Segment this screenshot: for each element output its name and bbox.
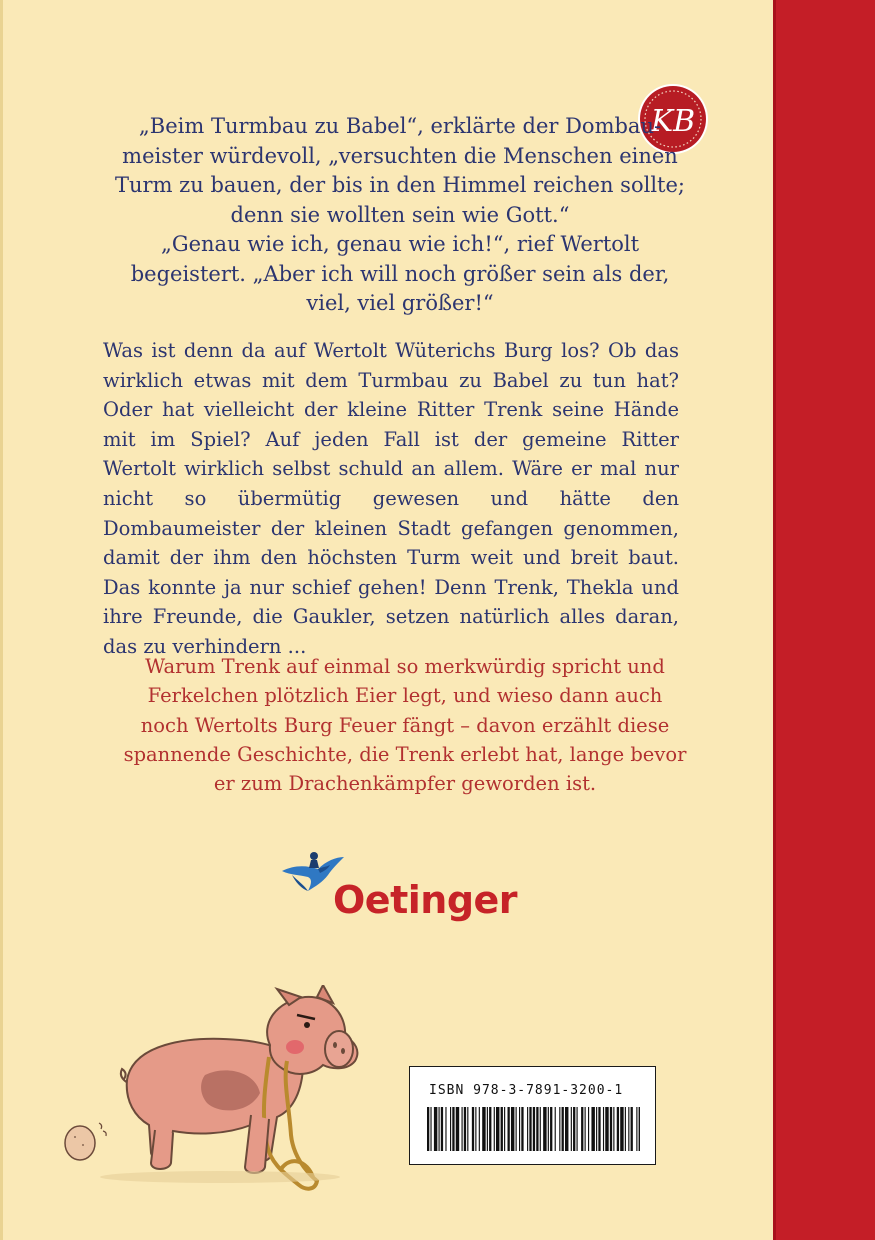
description-block [103, 336, 679, 662]
quote-line: viel, viel größer!“ [306, 291, 494, 315]
quote-line: „Genau wie ich, genau wie ich!“, rief Wertolt [160, 232, 640, 256]
quote-block [100, 112, 700, 319]
isbn-barcode-box [409, 1066, 656, 1165]
teaser-line: spannende Geschichte, die Trenk erlebt hat, lange bevor [123, 742, 687, 766]
quote-line: Turm zu bauen, der bis in den Himmel reichen sollte; [115, 173, 685, 197]
pig-with-egg-illustration [55, 985, 375, 1200]
description-paragraph: Was ist denn da auf Wertolt Wüterichs Burg los? Ob das wirklich etwas mit dem Turmbau zu Babel zu tun hat? Oder hat vielleicht der kleine Ritter Trenk seine Hände mit im Spiel? Auf jeden Fall ist der gemeine Ritter Wertolt wirklich selbst schuld an allem. Wäre er mal nur nicht so übermütig gewesen und hätte den Dombaumeister der kleinen Stadt gefangen genommen, damit der ihm den höchsten Turm weit und breit baut. Das konnte ja nur schief gehen! Denn Trenk, Thekla und ihre Freunde, die Gaukler, setzen natürlich alles daran, das zu verhindern ... [103, 339, 679, 658]
teaser-line: Ferkelchen plötzlich Eier legt, und wieso dann auch [147, 684, 663, 708]
isbn-label: ISBN 978-3-7891-3200-1 [429, 1083, 624, 1098]
quote-line: denn sie wollten sein wie Gott.“ [230, 202, 570, 227]
teaser-line: noch Wertolts Burg Feuer fängt – davon erzählt diese [140, 713, 670, 737]
svg-text:KB: KB [650, 104, 696, 139]
quote-line: „Beim Turmbau zu Babel“, erklärte der Dombau- [138, 114, 662, 138]
barcode-icon [427, 1107, 640, 1151]
teaser-block [110, 652, 700, 798]
quote-line: begeistert. „Aber ich will noch größer sein als der, [130, 261, 670, 286]
teaser-line: Warum Trenk auf einmal so merkwürdig spricht und [145, 655, 665, 678]
red-band-edge [773, 0, 776, 1240]
publisher-logo [278, 843, 528, 933]
quote-line: meister würdevoll, „versuchten die Menschen einen [122, 143, 678, 168]
red-side-band [773, 0, 875, 1240]
publisher-name: Oetinger [333, 878, 518, 922]
teaser-line: er zum Drachenkämpfer geworden ist. [213, 772, 597, 796]
